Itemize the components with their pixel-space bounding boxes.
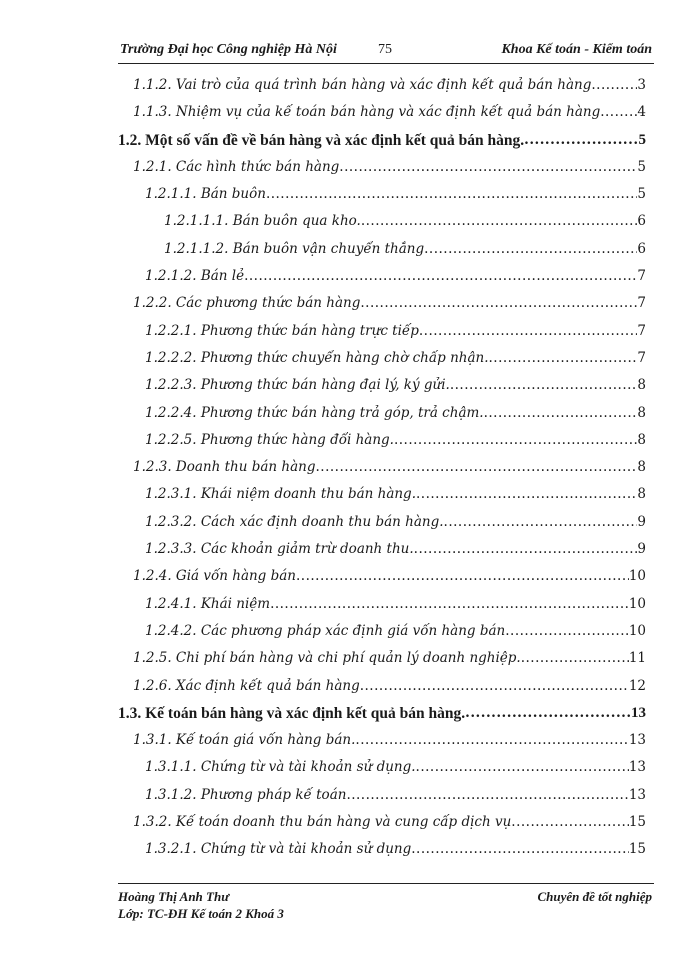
- toc-entry[interactable]: [118, 159, 646, 186]
- footer-rule: [118, 883, 654, 884]
- toc-entry[interactable]: [118, 186, 646, 213]
- toc-entry-page: 8: [637, 486, 646, 503]
- toc-entry-title: 1.2.2.5. Phương thức hàng đổi hàng.: [145, 431, 394, 448]
- toc-entry-page: 10: [628, 595, 646, 612]
- toc-entry[interactable]: [118, 459, 646, 486]
- toc-entry[interactable]: [118, 541, 646, 568]
- toc-dot-leader: [489, 350, 638, 366]
- toc-dot-leader: [339, 159, 637, 175]
- toc-entry[interactable]: [118, 77, 646, 104]
- toc-entry-page: 15: [628, 841, 646, 858]
- toc-entry-page: 13: [628, 786, 646, 803]
- toc-entry-page: 11: [628, 650, 646, 667]
- toc-dot-leader: [394, 432, 637, 448]
- toc-dot-leader: [444, 514, 638, 530]
- toc-entry-page: 4: [637, 104, 646, 121]
- toc-entry-title: 1.2.6. Xác định kết quả bán hàng: [133, 677, 360, 694]
- department-name: Khoa Kế toán - Kiểm toán: [501, 42, 652, 57]
- toc-dot-leader: [416, 486, 637, 502]
- toc-entry-title: 1.2.2.2. Phương thức chuyển hàng chờ chấp nhận.: [145, 349, 489, 366]
- toc-entry-page: 10: [628, 622, 646, 639]
- toc-entry[interactable]: [118, 432, 646, 459]
- toc-entry[interactable]: [118, 514, 646, 541]
- toc-entry-page: 5: [637, 186, 646, 203]
- toc-entry-title: 1.2.4.2. Các phương pháp xác định giá vốn hàng bán: [145, 622, 506, 639]
- author-name: Hoàng Thị Anh Thư: [118, 889, 229, 904]
- toc-entry[interactable]: [118, 596, 646, 623]
- toc-entry-title: 1.3.1.2. Phương pháp kế toán: [145, 786, 347, 803]
- toc-entry-page: 3: [637, 77, 646, 93]
- toc-dot-leader: [360, 295, 637, 311]
- toc-dot-leader: [416, 759, 629, 775]
- toc-entry-page: 6: [637, 240, 646, 257]
- toc-entry-title: 1.3.2.1. Chứng từ và tài khoản sử dụng: [145, 841, 412, 858]
- toc-entry-title: 1.2.2.4. Phương thức bán hàng trả góp, trả chậm.: [145, 404, 484, 421]
- school-name: Trường Đại học Công nghiệp Hà Nội: [120, 42, 337, 57]
- toc-entry-title: 1.2.3.3. Các khoản giảm trừ doanh thu.: [145, 541, 414, 558]
- toc-entry[interactable]: [118, 350, 646, 377]
- toc-dot-leader: [411, 841, 629, 857]
- toc-entry-page: 13: [628, 732, 646, 749]
- toc-entry-title: 1.2.3. Doanh thu bán hàng: [133, 459, 316, 476]
- toc-entry[interactable]: [118, 705, 646, 732]
- toc-entry[interactable]: [118, 759, 646, 786]
- toc-entry-title: 1.2.4.1. Khái niệm: [145, 595, 271, 612]
- toc-entry[interactable]: [118, 104, 646, 131]
- toc-entry-page: 5: [637, 158, 646, 175]
- toc-entry-page: 7: [637, 268, 646, 285]
- toc-entry-title: 1.2.3.1. Khái niệm doanh thu bán hàng.: [145, 486, 416, 503]
- toc-dot-leader: [315, 459, 637, 475]
- toc-entry-page: 9: [637, 513, 646, 530]
- toc-entry[interactable]: [118, 241, 646, 268]
- class-name: Lớp: TC-ĐH Kế toán 2 Khoá 3: [118, 906, 284, 921]
- toc-entry-page: 8: [637, 431, 646, 448]
- toc-entry-title: 1.2.2.1. Phương thức bán hàng trực tiếp: [145, 322, 419, 339]
- page-header: [120, 42, 652, 64]
- toc-entry[interactable]: [118, 377, 646, 404]
- toc-entry-page: 10: [628, 568, 646, 585]
- toc-entry-title: 1.2.1.1.2. Bán buôn vận chuyển thẳng: [164, 240, 425, 257]
- toc-dot-leader: [424, 241, 637, 257]
- toc-entry-title: 1.2.1.2. Bán lẻ: [145, 268, 245, 285]
- toc-entry-title: 1.2.3.2. Cách xác định doanh thu bán hàng.: [145, 513, 444, 530]
- toc-entry[interactable]: [118, 213, 646, 240]
- toc-entry-title: 1.2.2. Các phương thức bán hàng: [133, 295, 361, 312]
- toc-dot-leader: [244, 268, 637, 284]
- toc-entry[interactable]: [118, 814, 646, 841]
- toc-entry-title: 1.3. Kế toán bán hàng và xác định kết quả bán hàng.: [118, 704, 466, 722]
- toc-dot-leader: [521, 650, 629, 666]
- toc-entry[interactable]: [118, 486, 646, 513]
- toc-entry[interactable]: [118, 323, 646, 350]
- toc-entry-page: 6: [637, 213, 646, 230]
- toc-entry-title: 1.1.2. Vai trò của quá trình bán hàng và xác định kết quả bán hàng: [133, 77, 592, 93]
- toc-dot-leader: [270, 596, 629, 612]
- toc-entry-page: 7: [637, 349, 646, 366]
- toc-entry-title: 1.2.2.3. Phương thức bán hàng đại lý, ký gửi.: [145, 377, 450, 394]
- toc-entry-page: 13: [631, 704, 646, 721]
- page-number: 75: [378, 42, 392, 57]
- toc-dot-leader: [360, 678, 629, 694]
- toc-dot-leader: [465, 705, 631, 721]
- toc-entry[interactable]: [118, 732, 646, 759]
- toc-entry-title: 1.3.2. Kế toán doanh thu bán hàng và cung cấp dịch vụ: [133, 814, 512, 831]
- toc-entry-title: 1.3.1.1. Chứng từ và tài khoản sử dụng.: [145, 759, 416, 776]
- toc-entry-page: 7: [637, 322, 646, 339]
- toc-dot-leader: [511, 814, 629, 830]
- toc-entry-page: 8: [637, 377, 646, 394]
- toc-entry-title: 1.3.1. Kế toán giá vốn hàng bán.: [133, 732, 356, 749]
- toc-dot-leader: [414, 541, 638, 557]
- toc-entry-page: 9: [637, 541, 646, 558]
- toc-dot-leader: [419, 323, 638, 339]
- toc-dot-leader: [355, 732, 628, 748]
- toc-dot-leader: [484, 405, 638, 421]
- toc-entry[interactable]: [118, 650, 646, 677]
- toc-dot-leader: [266, 186, 637, 202]
- toc-entry-page: 8: [637, 459, 646, 476]
- toc-entry-title: 1.1.3. Nhiệm vụ của kế toán bán hàng và xác định kết quả bán hàng: [133, 104, 601, 121]
- toc-entry-page: 15: [628, 814, 646, 831]
- page-footer: [118, 889, 652, 923]
- toc-dot-leader: [591, 77, 637, 93]
- toc-entry[interactable]: [118, 678, 646, 705]
- toc-dot-leader: [346, 787, 628, 803]
- toc-dot-leader: [600, 104, 637, 120]
- toc-entry-page: 5: [638, 131, 646, 148]
- toc-entry-title: 1.2.4. Giá vốn hàng bán: [133, 568, 297, 585]
- toc-entry-page: 8: [637, 404, 646, 421]
- toc-entry-title: 1.2.1. Các hình thức bán hàng: [133, 158, 340, 175]
- toc-entry-page: 13: [628, 759, 646, 776]
- toc-dot-leader: [361, 213, 638, 229]
- toc-entry-title: 1.2.1.1.1. Bán buôn qua kho.: [164, 213, 361, 230]
- toc-dot-leader: [450, 377, 638, 393]
- toc-dot-leader: [505, 623, 629, 639]
- toc-dot-leader: [524, 132, 638, 148]
- toc-entry-title: 1.2.5. Chi phí bán hàng và chi phí quản lý doanh nghiệp.: [133, 650, 521, 667]
- table-of-contents: [118, 77, 646, 869]
- toc-entry[interactable]: [118, 132, 646, 159]
- toc-entry-page: 7: [637, 295, 646, 312]
- toc-entry[interactable]: [118, 295, 646, 322]
- toc-entry-title: 1.2. Một số vấn đề về bán hàng và xác định kết quả bán hàng.: [118, 131, 525, 149]
- header-rule: [118, 63, 654, 64]
- toc-entry-page: 12: [628, 677, 646, 694]
- toc-entry[interactable]: [118, 405, 646, 432]
- toc-entry[interactable]: [118, 623, 646, 650]
- toc-entry[interactable]: [118, 268, 646, 295]
- toc-dot-leader: [296, 568, 629, 584]
- toc-entry[interactable]: [118, 841, 646, 868]
- toc-entry[interactable]: [118, 568, 646, 595]
- thesis-title: Chuyên đề tốt nghiệp: [537, 889, 652, 904]
- toc-entry[interactable]: [118, 787, 646, 814]
- toc-entry-title: 1.2.1.1. Bán buôn: [145, 186, 266, 203]
